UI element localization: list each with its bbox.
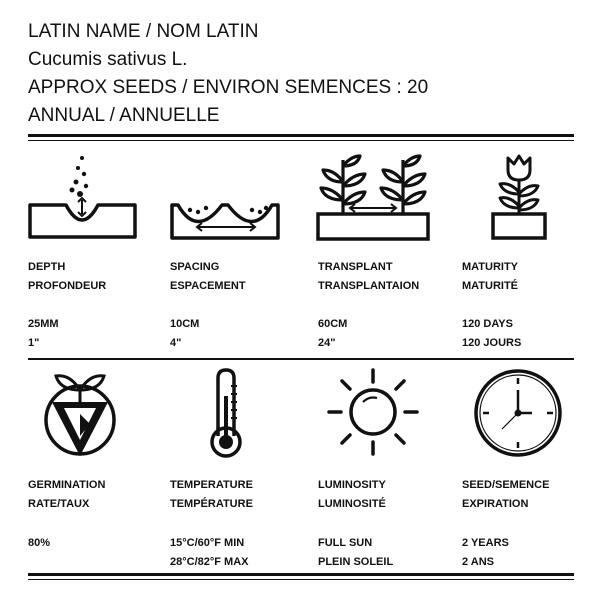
seed-depth-icon [28,150,143,245]
transplant-label-en: TRANSPLANT [318,261,393,273]
seed-spacing-icon [170,150,285,245]
spacing-label-en: SPACING [170,261,220,273]
divider-top-thin [28,140,574,141]
transplant-label-fr: TRANSPLANTAION [318,280,420,292]
germination-icon [40,368,120,458]
thermometer-icon [205,366,247,460]
maturity-label-fr: MATURITÉ [462,280,519,292]
luminosity-label-en: LUMINOSITY [318,479,386,491]
divider-middle [28,358,574,360]
depth-value-imperial: 1" [28,337,40,349]
spacing-label-fr: ESPACEMENT [170,280,246,292]
latin-name-label: LATIN NAME / NOM LATIN [28,21,259,42]
spacing-value-imperial: 4" [170,337,182,349]
spacing-value-metric: 10CM [170,318,200,330]
luminosity-label-fr: LUMINOSITÉ [318,498,386,510]
seed-count: APPROX SEEDS / ENVIRON SEMENCES : 20 [28,77,429,98]
germination-label-en: GERMINATION [28,479,106,491]
transplant-value-imperial: 24" [318,337,336,349]
temperature-min: 15°C/60°F MIN [170,537,245,549]
clock-icon [470,368,566,458]
temperature-max: 28°C/82°F MAX [170,556,249,568]
divider-bottom-thin [28,579,574,580]
divider-bottom-thick [28,573,574,576]
sun-icon [325,368,421,456]
latin-name: Cucumis sativus L. [28,49,188,70]
expiration-value-fr: 2 ANS [462,556,494,568]
maturity-label-en: MATURITY [462,261,519,273]
transplant-value-metric: 60CM [318,318,348,330]
maturity-flower-icon [488,152,550,242]
expiration-value-en: 2 YEARS [462,537,509,549]
germination-value: 80% [28,537,51,549]
expiration-label-fr: EXPIRATION [462,498,529,510]
temperature-label-en: TEMPERATURE [170,479,253,491]
luminosity-value-fr: PLEIN SOLEIL [318,556,394,568]
depth-value-metric: 25MM [28,318,59,330]
germination-label-fr: RATE/TAUX [28,498,90,510]
plant-cycle: ANNUAL / ANNUELLE [28,105,220,126]
maturity-value-days: 120 DAYS [462,318,513,330]
header [28,18,428,130]
luminosity-value-en: FULL SUN [318,537,373,549]
depth-label-en: DEPTH [28,261,66,273]
transplant-icon [315,152,433,244]
divider-top-thick [28,134,574,137]
depth-label-fr: PROFONDEUR [28,280,107,292]
expiration-label-en: SEED/SEMENCE [462,479,550,491]
maturity-value-jours: 120 JOURS [462,337,522,349]
temperature-label-fr: TEMPÉRATURE [170,498,253,510]
